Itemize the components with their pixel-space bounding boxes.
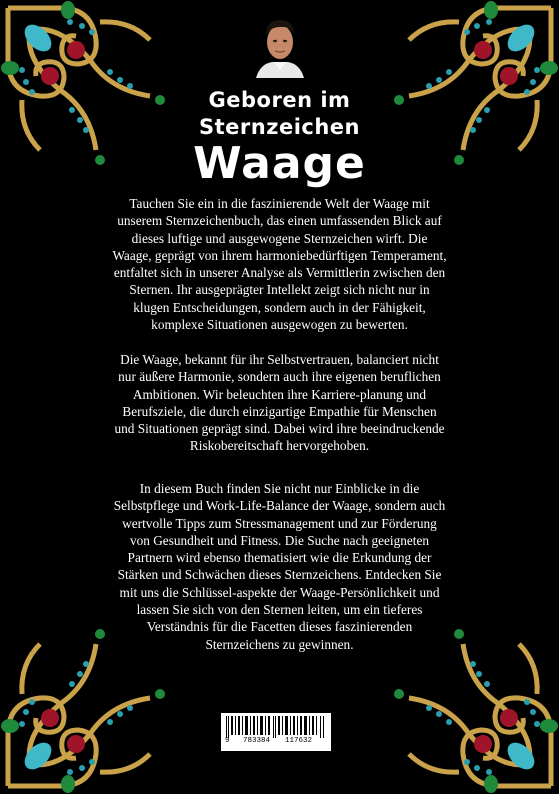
blurb-paragraph-1: Tauchen Sie ein in die faszinierende Welt der Waage mit unserem Sternzeichenbuch, das einen umfassenden Blick auf dieses luftige und ausgewogene Sternzeichen wirft. Die Waage, geprägt von ihrem harmoniebedürftigen Temperament, entfaltet sich in unserer Analyse als Vermittlerin zwischen den Sternen. Ihr ausgeprägter Intellekt zeigt sich nicht nur in klugen Entscheidungen, sondern auch in der Fähigkeit, komplexe Situationen ausgewogen zu bewerten.	[112, 196, 447, 333]
barcode-digits-left: 783384	[243, 737, 271, 745]
barcode-digit-first: 9	[225, 737, 230, 745]
author-portrait	[254, 14, 306, 78]
barcode-digits-right: 117632	[285, 737, 313, 745]
title-line-1: Geboren im	[208, 88, 351, 112]
title-main: Waage	[193, 138, 366, 189]
blurb-paragraph-3: In diesem Buch finden Sie nicht nur Einblicke in die Selbstpflege und Work-Life-Balance der Waage, sondern auch wertvolle Tipps zum Stressmanagement und zur Förderung von Gesundheit und Fitness. Die Suche nach geeigneten Partnern wird ebenso thematisiert wie die Erkundung der Stärken und Schwächen dieses Sternzeichens. Entdecken Sie mit uns die Schlüssel-aspekte der Waage-Persönlichkeit und lassen Sie sich von den Sternen leiten, um ein tieferes Verständnis für die Facetten dieses faszinierenden Sternzeichens zu gewinnen.	[113, 481, 446, 652]
barcode-bars	[226, 716, 326, 738]
title-line-2: Sternzeichen	[199, 115, 360, 139]
blurb-paragraph-2: Die Waage, bekannt für ihr Selbstvertrauen, balanciert nicht nur äußere Harmonie, sondern auch ihre eigenen beruflichen Ambitionen. Wir beleuchten ihre Karriere-planung und Berufsziele, die durch einzigartige Empathie für Menschen und Situationen geprägt sind. Dabei wird ihre beeindruckende Riskobereitschaft hervorgehoben.	[114, 352, 445, 454]
isbn-barcode	[221, 713, 331, 751]
